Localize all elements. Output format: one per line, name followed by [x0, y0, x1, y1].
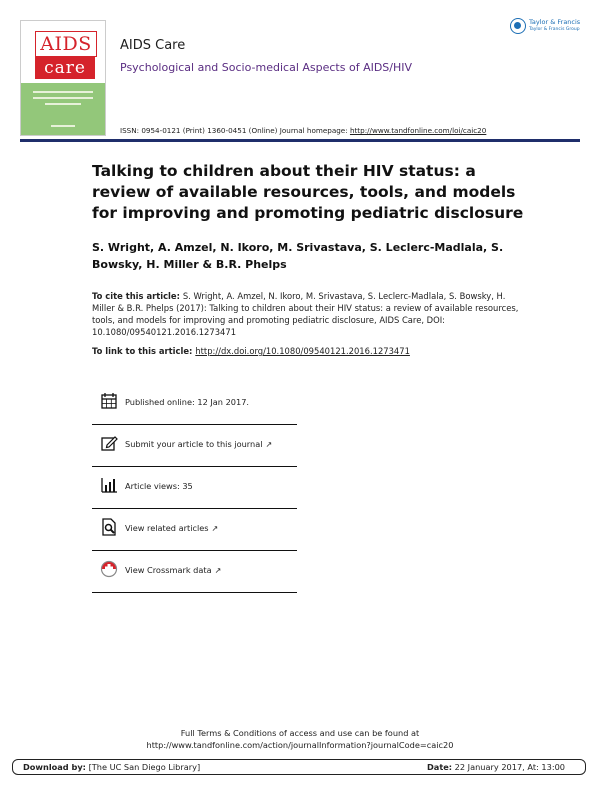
cover-title-care: care: [35, 57, 95, 79]
journal-homepage-link[interactable]: http://www.tandfonline.com/loi/caic20: [349, 126, 487, 135]
terms-footer: [0, 727, 600, 751]
external-link-icon: ↗: [211, 524, 219, 533]
info-crossmark[interactable]: [92, 550, 297, 593]
bar-chart-icon: [100, 476, 118, 494]
issn-text: ISSN: 0954-0121 (Print) 1360-0451 (Online) Journal homepage:: [120, 126, 350, 135]
article-authors: S. Wright, A. Amzel, N. Ikoro, M. Srivastava, S. Leclerc-Madlala, S. Bowsky, H. Miller & B.R. Phelps: [92, 241, 504, 271]
journal-cover: [20, 20, 106, 136]
search-document-icon: [100, 518, 118, 536]
article-views-label: Article views: 35: [125, 481, 193, 491]
download-date-label: Date:: [427, 762, 453, 772]
downloaded-by-label: Download by:: [23, 762, 86, 772]
submit-article-link[interactable]: [125, 439, 272, 449]
publisher-logo-name: Taylor & Francis: [529, 18, 581, 26]
info-views: [92, 466, 297, 509]
edit-icon: [100, 434, 118, 452]
publisher-logo-subtitle: Taylor & Francis Group: [529, 27, 580, 32]
info-submit[interactable]: [92, 424, 297, 467]
issn-line: [120, 126, 486, 135]
published-label: Published online: 12 Jan 2017.: [125, 397, 250, 407]
article-link: [92, 346, 522, 356]
info-published: [92, 382, 297, 425]
download-date-value: 22 January 2017, At: 13:00: [452, 762, 565, 772]
terms-url-link[interactable]: http://www.tandfonline.com/action/journalInformation?journalCode=caic20: [146, 740, 454, 750]
calendar-icon: [100, 392, 118, 410]
citation: [92, 290, 522, 338]
publisher-logo-icon: [510, 18, 526, 34]
crossmark-label: View Crossmark data: [125, 565, 212, 575]
external-link-icon: ↗: [265, 440, 273, 449]
download-bar: [12, 759, 586, 775]
cite-label: To cite this article:: [92, 291, 183, 301]
crossmark-icon: [100, 560, 118, 578]
publisher-logo[interactable]: [510, 16, 580, 38]
doi-link[interactable]: http://dx.doi.org/10.1080/09540121.2016.1273471: [195, 346, 410, 356]
journal-name: AIDS Care: [120, 38, 186, 53]
cover-title-aids: AIDS: [35, 31, 97, 57]
crossmark-link[interactable]: [125, 565, 221, 575]
downloaded-by-value: [The UC San Diego Library]: [85, 762, 201, 772]
link-label: To link to this article:: [92, 346, 196, 356]
article-title: Talking to children about their HIV status: a review of available resources, tools, and models for improving and promoting pediatric disclosure: [92, 162, 524, 222]
cite-text: S. Wright, A. Amzel, N. Ikoro, M. Srivastava, S. Leclerc-Madlala, S. Bowsky, H. Miller & B.R. Phelps (2017): Talking to children about their HIV status: a review of available resources, tools, and models for improving and promoting pediatric disclosure, AIDS Care, DOI: 10.1080/09540121.2016.1273471: [92, 291, 519, 337]
related-articles-label: View related articles: [125, 523, 209, 533]
info-related[interactable]: [92, 508, 297, 551]
terms-line: Full Terms & Conditions of access and use can be found at: [180, 728, 420, 738]
downloaded-by: [23, 762, 200, 772]
related-articles-link[interactable]: [125, 523, 218, 533]
header-rule: [20, 139, 580, 142]
submit-article-label: Submit your article to this journal: [125, 439, 263, 449]
journal-subtitle: Psychological and Socio-medical Aspects of AIDS/HIV: [120, 61, 413, 74]
download-date: [427, 762, 565, 772]
external-link-icon: ↗: [214, 566, 222, 575]
